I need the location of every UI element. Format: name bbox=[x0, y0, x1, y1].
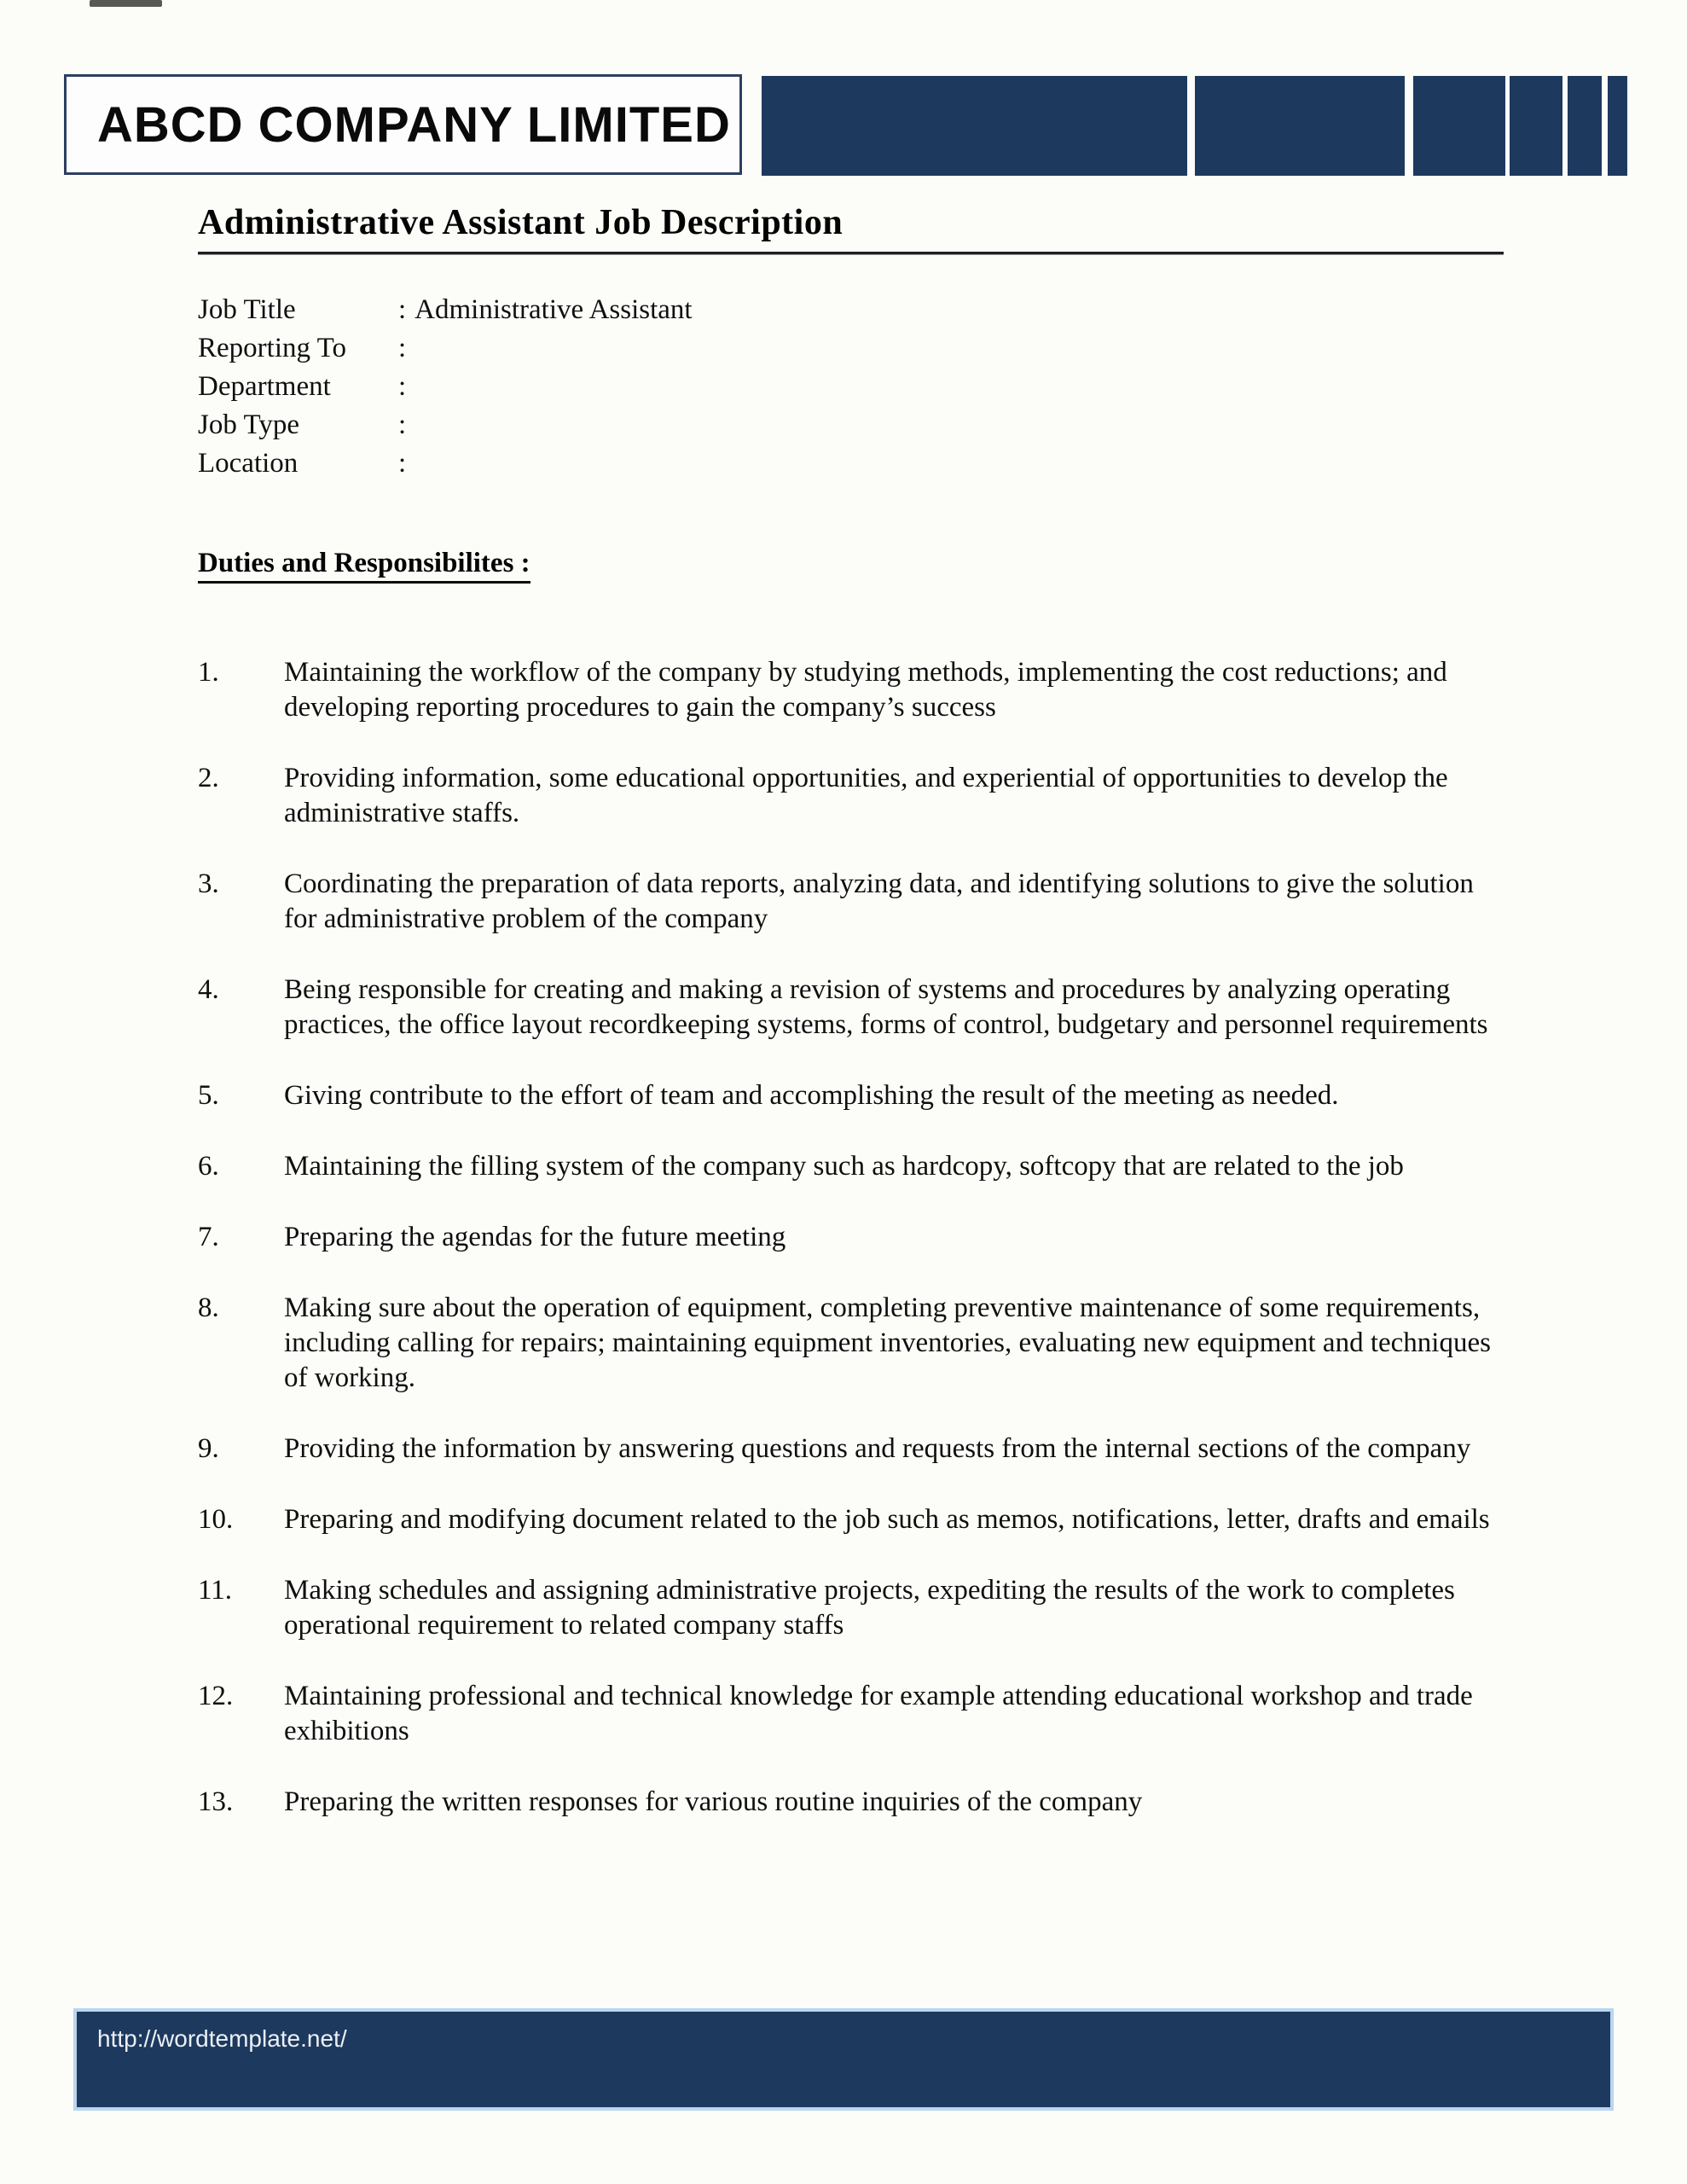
page-title: Administrative Assistant Job Description bbox=[198, 203, 844, 242]
list-item bbox=[198, 1078, 1504, 1113]
item-number: 13. bbox=[198, 1786, 234, 1817]
list-item bbox=[198, 1679, 1504, 1749]
field-colon: : bbox=[398, 294, 407, 325]
field-label: Job Type bbox=[198, 410, 299, 440]
scan-artifact-mark bbox=[90, 0, 162, 7]
field-label: Department bbox=[198, 371, 331, 402]
field-label: Location bbox=[198, 448, 299, 479]
list-item bbox=[198, 1291, 1504, 1396]
duties-heading-text: Duties and Responsibilites : bbox=[198, 548, 530, 584]
item-text: Being responsible for creating and making a revision of systems and procedures by analyzing operating practices, the office layout recordkeeping systems, forms of control, budgetary and personnel requirements bbox=[284, 974, 1488, 1040]
field-label: Job Title bbox=[198, 294, 296, 325]
document-content bbox=[198, 0, 1504, 1856]
item-number: 2. bbox=[198, 763, 219, 793]
job-fields bbox=[198, 291, 1504, 483]
field-row bbox=[198, 444, 1504, 483]
item-number: 5. bbox=[198, 1080, 219, 1111]
item-text: Providing information, some educational opportunities, and experiential of opportunities to develop the administrative staffs. bbox=[284, 763, 1448, 828]
footer-bar bbox=[73, 2008, 1614, 2111]
footer-url: http://wordtemplate.net/ bbox=[97, 2025, 347, 2052]
list-item bbox=[198, 1149, 1504, 1184]
list-item bbox=[198, 1432, 1504, 1467]
list-item bbox=[198, 1573, 1504, 1643]
item-number: 8. bbox=[198, 1292, 219, 1323]
item-text: Maintaining professional and technical knowledge for example attending educational workshop and trade exhibitions bbox=[284, 1681, 1473, 1746]
field-colon: : bbox=[398, 371, 407, 402]
field-label: Reporting To bbox=[198, 333, 346, 363]
item-number: 12. bbox=[198, 1681, 234, 1711]
item-text: Coordinating the preparation of data reports, analyzing data, and identifying solutions to give the solution for administrative problem of the company bbox=[284, 868, 1474, 934]
header-bar-stripe-1 bbox=[1510, 76, 1562, 176]
list-item bbox=[198, 761, 1504, 831]
item-text: Preparing the agendas for the future meeting bbox=[284, 1222, 786, 1252]
item-number: 4. bbox=[198, 974, 219, 1005]
item-text: Maintaining the filling system of the company such as hardcopy, softcopy that are related to the job bbox=[284, 1151, 1404, 1182]
list-item bbox=[198, 1502, 1504, 1537]
header-bar-stripe-2 bbox=[1568, 76, 1602, 176]
list-item bbox=[198, 973, 1504, 1043]
field-colon: : bbox=[398, 333, 407, 363]
title-rule bbox=[198, 252, 1504, 255]
list-item bbox=[198, 1220, 1504, 1255]
item-number: 10. bbox=[198, 1504, 234, 1535]
item-number: 3. bbox=[198, 868, 219, 899]
list-item bbox=[198, 867, 1504, 937]
field-row bbox=[198, 406, 1504, 444]
list-item bbox=[198, 655, 1504, 725]
item-text: Making schedules and assigning administrative projects, expediting the results of the work to completes operational requirement to related company staffs bbox=[284, 1575, 1455, 1641]
item-text: Providing the information by answering questions and requests from the internal sections of the company bbox=[284, 1433, 1471, 1464]
item-text: Maintaining the workflow of the company by studying methods, implementing the cost reductions; and developing reporting procedures to gain the company’s success bbox=[284, 657, 1447, 723]
field-colon: : bbox=[398, 410, 407, 440]
item-text: Preparing and modifying document related to the job such as memos, notifications, letter, drafts and emails bbox=[284, 1504, 1490, 1535]
duties-list bbox=[198, 655, 1504, 1820]
field-value: Administrative Assistant bbox=[415, 294, 693, 325]
field-row bbox=[198, 368, 1504, 406]
list-item bbox=[198, 1785, 1504, 1820]
field-row bbox=[198, 291, 1504, 329]
item-number: 1. bbox=[198, 657, 219, 688]
duties-heading bbox=[198, 544, 1504, 582]
field-row bbox=[198, 329, 1504, 368]
item-text: Preparing the written responses for various routine inquiries of the company bbox=[284, 1786, 1143, 1817]
item-number: 7. bbox=[198, 1222, 219, 1252]
header-bar-stripe-3 bbox=[1608, 76, 1627, 176]
company-name: ABCD COMPANY LIMITED bbox=[97, 96, 731, 153]
field-colon: : bbox=[398, 448, 407, 479]
item-number: 9. bbox=[198, 1433, 219, 1464]
item-text: Giving contribute to the effort of team and accomplishing the result of the meeting as needed. bbox=[284, 1080, 1339, 1111]
item-text: Making sure about the operation of equipment, completing preventive maintenance of some requirements, including calling for repairs; maintaining equipment inventories, evaluating new equipment and techniques of working. bbox=[284, 1292, 1491, 1393]
item-number: 11. bbox=[198, 1575, 233, 1606]
item-number: 6. bbox=[198, 1151, 219, 1182]
